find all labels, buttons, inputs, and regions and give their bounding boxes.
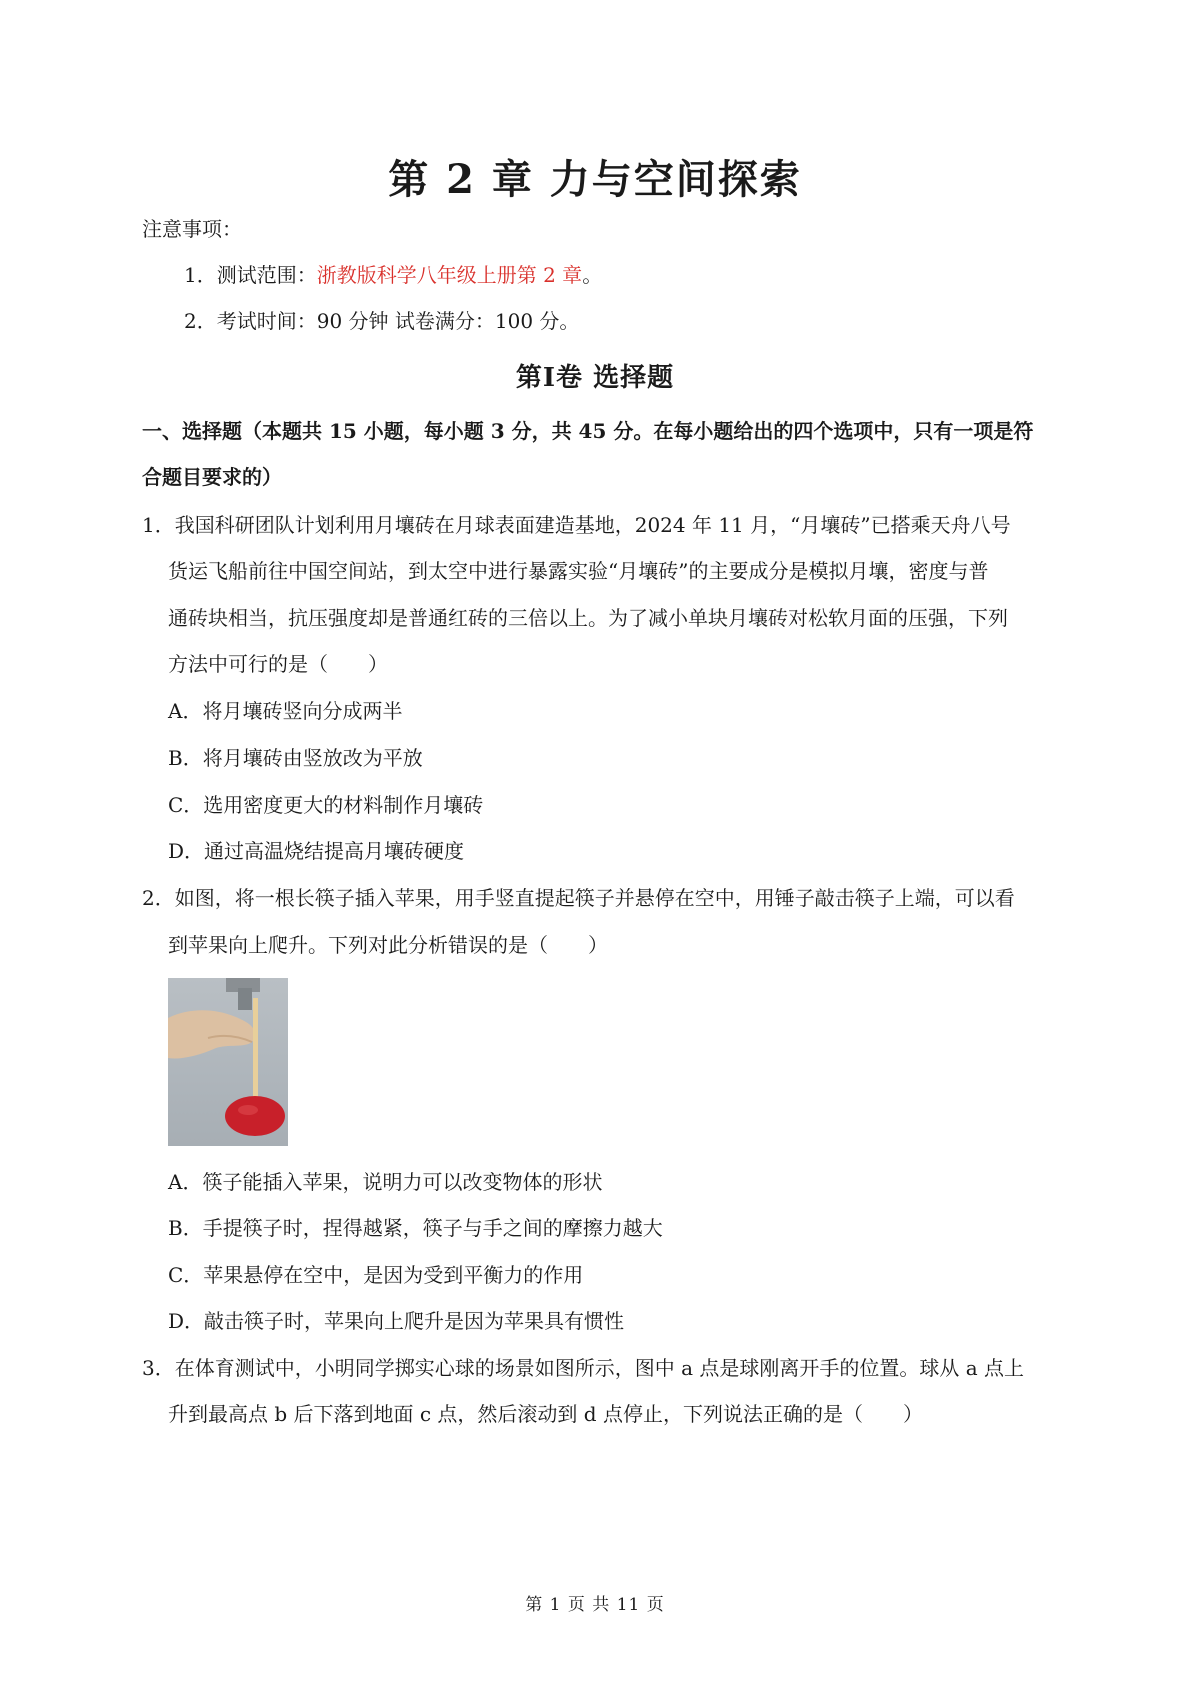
question-2-line-1: 2．如图，将一根长筷子插入苹果，用手竖直提起筷子并悬停在空中，用锤子敲击筷子上端，可以看 xyxy=(142,886,1015,910)
question-1-option-b: B．将月壤砖由竖放改为平放 xyxy=(168,746,423,770)
part-heading-line-2: 合题目要求的） xyxy=(142,465,282,489)
question-1-option-a: A．将月壤砖竖向分成两半 xyxy=(168,699,403,723)
question-2-line-2: 到苹果向上爬升。下列对此分析错误的是（ ） xyxy=(168,933,608,957)
notes-heading: 注意事项： xyxy=(142,217,242,241)
note-item-1-scope: 浙教版科学八年级上册第 2 章 xyxy=(316,263,583,287)
note-item-1-suffix: 。 xyxy=(582,263,603,287)
question-1-line-2: 货运飞船前往中国空间站，到太空中进行暴露实验“月壤砖”的主要成分是模拟月壤，密度与普 xyxy=(168,559,989,583)
question-1-line-1: 1．我国科研团队计划利用月壤砖在月球表面建造基地，2024 年 11 月，“月壤砖”已搭乘天舟八号 xyxy=(142,513,1011,537)
part-heading-line-1: 一、选择题（本题共 15 小题，每小题 3 分，共 45 分。在每小题给出的四个选项中，只有一项是符 xyxy=(142,419,1034,443)
question-3-line-1: 3．在体育测试中，小明同学掷实心球的场景如图所示，图中 a 点是球刚离开手的位置。球从 a 点上 xyxy=(142,1356,1025,1380)
question-1-option-d: D．通过高温烧结提高月壤砖硬度 xyxy=(168,839,465,863)
note-item-1-prefix: 1．测试范围： xyxy=(184,263,317,287)
question-2-option-b: B．手提筷子时，捏得越紧，筷子与手之间的摩擦力越大 xyxy=(168,1216,663,1240)
apple-chopstick-photo xyxy=(168,978,288,1146)
question-1-line-3: 通砖块相当，抗压强度却是普通红砖的三倍以上。为了减小单块月壤砖对松软月面的压强，下列 xyxy=(168,606,1008,630)
question-2-option-a: A．筷子能插入苹果，说明力可以改变物体的形状 xyxy=(168,1170,603,1194)
question-3-line-2: 升到最高点 b 后下落到地面 c 点，然后滚动到 d 点停止，下列说法正确的是（ ） xyxy=(168,1402,923,1426)
question-2-option-c: C．苹果悬停在空中，是因为受到平衡力的作用 xyxy=(168,1263,584,1287)
question-2-option-d: D．敲击筷子时，苹果向上爬升是因为苹果具有惯性 xyxy=(168,1309,625,1333)
page-title: 第 2 章 力与空间探索 xyxy=(388,156,802,203)
section-title: 第Ⅰ卷 选择题 xyxy=(515,363,675,393)
question-1-line-4: 方法中可行的是（ ） xyxy=(168,652,388,676)
page-footer: 第 1 页 共 11 页 xyxy=(525,1595,665,1615)
note-item-1 xyxy=(184,260,602,290)
note-item-2: 2．考试时间：90 分钟 试卷满分：100 分。 xyxy=(184,309,580,333)
question-1-option-c: C．选用密度更大的材料制作月壤砖 xyxy=(168,793,484,817)
